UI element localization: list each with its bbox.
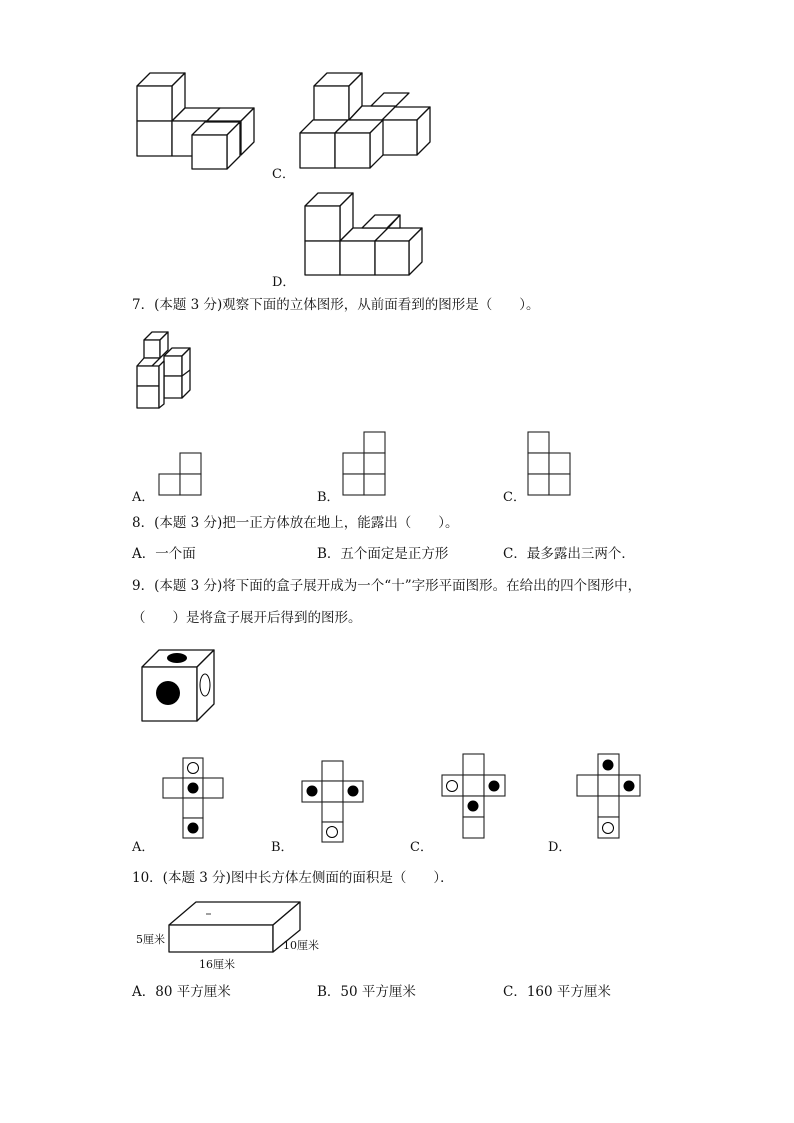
q10-width-label: 10厘米 bbox=[283, 939, 319, 952]
q9-option-b-net bbox=[301, 760, 365, 844]
q6-figure-d bbox=[300, 186, 430, 281]
q8-option-c[interactable] bbox=[503, 545, 635, 563]
q8-option-a[interactable] bbox=[132, 545, 196, 563]
q8-option-b[interactable] bbox=[317, 545, 448, 563]
q9-option-c-net bbox=[441, 753, 507, 841]
q8-option-a-text: 一个面 bbox=[155, 546, 196, 562]
q6-figure-c bbox=[296, 66, 436, 176]
q7-option-c-label[interactable]: C． bbox=[503, 490, 526, 505]
q7-solid-figure bbox=[134, 328, 196, 412]
q7-option-b-label[interactable]: B． bbox=[317, 490, 340, 505]
q10-height-label: 5厘米 bbox=[136, 933, 165, 946]
q10-option-c-text: 160 平方厘米 bbox=[526, 984, 611, 1000]
q10-option-a[interactable] bbox=[132, 983, 231, 1001]
q9-box-figure bbox=[138, 646, 218, 724]
q7-option-a-label[interactable]: A． bbox=[132, 490, 155, 505]
q9-option-d-label[interactable]: D． bbox=[548, 840, 572, 855]
q6-option-d-label[interactable]: D． bbox=[272, 275, 296, 290]
q8-option-b-label: B． bbox=[317, 546, 341, 562]
q9-option-a-net bbox=[162, 757, 224, 841]
q9-option-b-label[interactable]: B． bbox=[271, 840, 294, 855]
q10-length-label: 16厘米 bbox=[199, 958, 235, 971]
q8-option-b-text: 五个面定是正方形 bbox=[340, 546, 449, 562]
q7-question: 7．(本题 3 分)观察下面的立体图形，从前面看到的图形是（ ）。 bbox=[132, 297, 540, 313]
q8-option-a-label: A． bbox=[132, 546, 156, 562]
q8-option-c-text: 最多露出三两个． bbox=[526, 546, 635, 562]
q8-option-c-label: C． bbox=[503, 546, 527, 562]
q10-option-a-label: A． bbox=[132, 984, 156, 1000]
q10-option-b-label: B． bbox=[317, 984, 341, 1000]
q10-option-c-label: C． bbox=[503, 984, 527, 1000]
q9-option-c-label[interactable]: C． bbox=[410, 840, 433, 855]
q8-question: 8．(本题 3 分)把一正方体放在地上，能露出（ ）。 bbox=[132, 515, 459, 531]
q10-question: 10．(本题 3 分)图中长方体左侧面的面积是（ ）． bbox=[132, 870, 454, 886]
q7-option-c-figure bbox=[527, 431, 573, 496]
q7-option-b-figure bbox=[342, 431, 388, 496]
q9-question-line2: （ ）是将盒子展开后得到的图形。 bbox=[132, 610, 362, 626]
q9-question-line1: 9．(本题 3 分)将下面的盒子展开成为一个“十”字形平面图形。在给出的四个图形中， bbox=[132, 578, 642, 594]
q10-option-c[interactable] bbox=[503, 983, 611, 1001]
q10-option-b[interactable] bbox=[317, 983, 416, 1001]
q9-option-a-label[interactable]: A． bbox=[132, 840, 155, 855]
q10-option-a-text: 80 平方厘米 bbox=[155, 984, 231, 1000]
q6-option-c-label[interactable]: C． bbox=[272, 167, 295, 182]
q9-option-d-net bbox=[576, 753, 642, 841]
q6-figure-b bbox=[130, 66, 265, 178]
q10-option-b-text: 50 平方厘米 bbox=[340, 984, 416, 1000]
q7-option-a-figure bbox=[158, 452, 204, 496]
